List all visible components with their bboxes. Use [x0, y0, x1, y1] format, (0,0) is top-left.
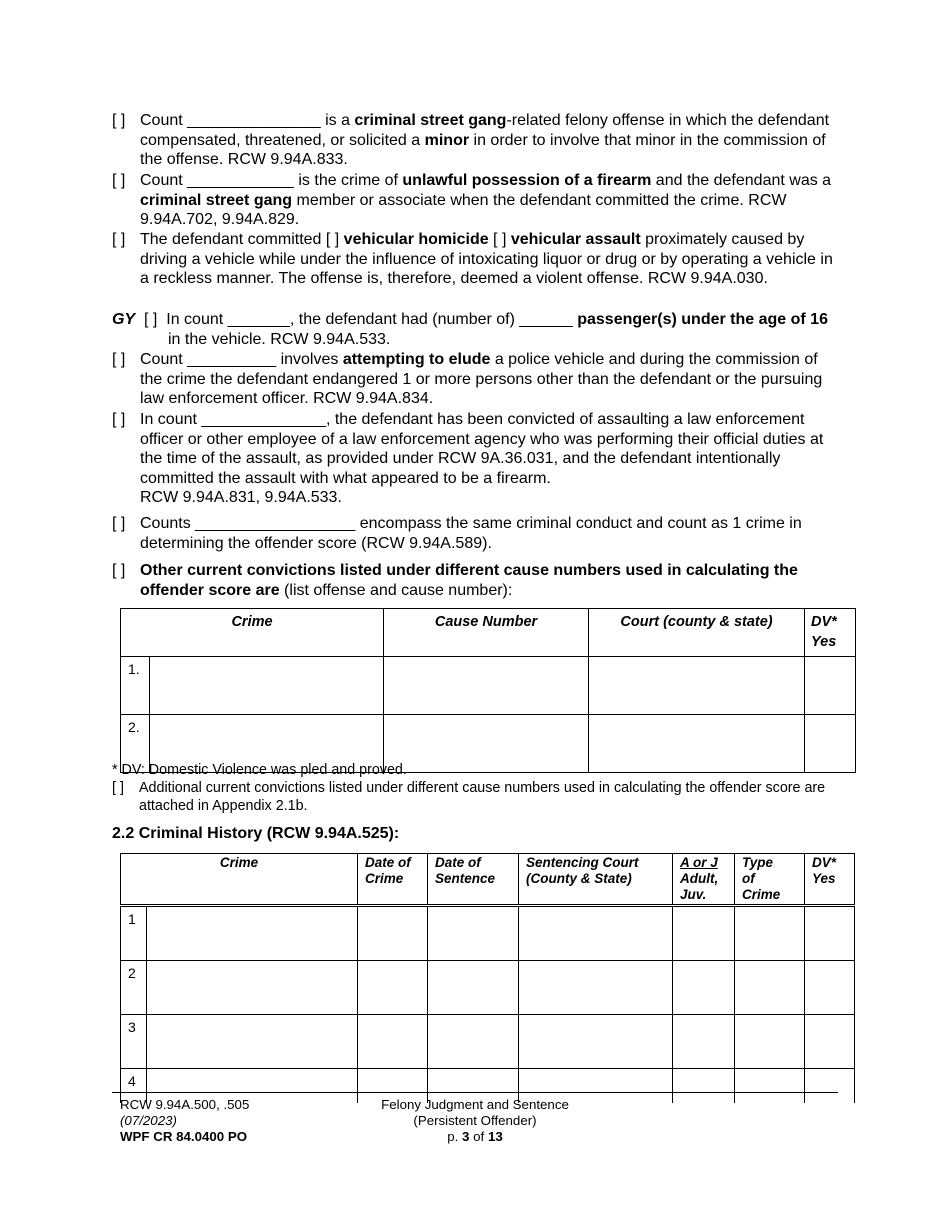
col-header-sentencing-court: Sentencing Court (County & State) [519, 854, 673, 906]
finding-bold: vehicular assault [510, 231, 641, 248]
finding-text: RCW 9.94A.831, 9.94A.533. [140, 489, 342, 507]
adult-juv-cell[interactable] [673, 906, 735, 961]
table-header-row [121, 609, 856, 657]
finding-bold: minor [424, 131, 470, 149]
finding-text: Count ____________ is the crime of [140, 172, 403, 189]
gy-label: GY [112, 311, 136, 328]
checkbox[interactable]: [ ] [112, 112, 126, 129]
finding-text: in order to involve that minor in the commission of the offense. RCW 9.94A.833. [140, 131, 826, 169]
finding-assault-officer [112, 410, 842, 508]
finding-text: member or associate when the defendant committed the crime. RCW 9.94A.702, 9.94A.829. [140, 191, 787, 229]
footer-subtitle: (Persistent Offender) [413, 1113, 537, 1128]
footer-divider [112, 1092, 838, 1093]
adult-juv-cell[interactable] [673, 961, 735, 1015]
col-header-date-of-crime: Date of Crime [358, 854, 428, 906]
type-of-crime-cell[interactable] [735, 906, 805, 961]
sentencing-court-cell[interactable] [519, 961, 673, 1015]
col-header-adult-juv: A or J Adult, Juv. [673, 854, 735, 906]
row-number: 1. [121, 657, 150, 715]
finding-text: In count _______, the defendant had (number of) ______ [166, 311, 578, 328]
col-header-dv: DV* Yes [805, 609, 856, 657]
col-header-crime: Crime [121, 854, 358, 906]
col-header-date-of-sentence: Date of Sentence [428, 854, 519, 906]
table-header-row [121, 854, 855, 906]
footer-rcw: RCW 9.94A.500, .505 [120, 1097, 250, 1112]
col-header-crime: Crime [121, 609, 384, 657]
finding-bold: Other current convictions listed under different cause numbers used in calculating the offender score are [140, 562, 798, 599]
date-of-sentence-cell[interactable] [428, 1015, 519, 1069]
adult-juv-cell[interactable] [673, 1015, 735, 1069]
finding-bold: criminal street gang [354, 112, 507, 129]
col-header-cause-number: Cause Number [384, 609, 589, 657]
date-of-crime-cell[interactable] [358, 1015, 428, 1069]
col-header-court: Court (county & state) [589, 609, 805, 657]
cause-number-cell[interactable] [384, 715, 589, 773]
crime-cell[interactable] [150, 657, 384, 715]
row-number: 3 [121, 1015, 147, 1069]
table-row [121, 906, 855, 961]
footer-center [350, 1097, 600, 1145]
sentencing-court-cell[interactable] [519, 1015, 673, 1069]
cause-number-cell[interactable] [384, 657, 589, 715]
dv-cell[interactable] [805, 1069, 855, 1104]
date-of-crime-cell[interactable] [358, 906, 428, 961]
court-cell[interactable] [589, 715, 805, 773]
row-number: 2 [121, 961, 147, 1015]
finding-text: -related felony offense in which the defendant compensated, threatened, or solicited a [140, 112, 830, 149]
footer-left [120, 1097, 249, 1145]
court-cell[interactable] [589, 657, 805, 715]
section-heading: 2.2 Criminal History (RCW 9.94A.525): [112, 825, 400, 842]
finding-other-convictions [112, 561, 842, 600]
dv-cell[interactable] [805, 657, 856, 715]
crime-cell[interactable] [147, 906, 358, 961]
date-of-sentence-cell[interactable] [428, 906, 519, 961]
dv-note: * DV: Domestic Violence was pled and proved. [112, 762, 407, 778]
finding-bold: passenger(s) under the age of 16 [577, 311, 828, 328]
row-number: 1 [121, 906, 147, 961]
footer-title: Felony Judgment and Sentence [381, 1097, 569, 1112]
checkbox[interactable]: [ ] [144, 311, 158, 328]
crime-cell[interactable] [147, 961, 358, 1015]
checkbox[interactable]: [ ] [112, 172, 126, 189]
table-row [121, 961, 855, 1015]
finding-text: and the defendant was a [651, 172, 832, 189]
dv-cell[interactable] [805, 961, 855, 1015]
finding-text: Count _______________ is a [140, 112, 355, 129]
col-header-type-of-crime: Type of Crime [735, 854, 805, 906]
adult-juv-cell[interactable] [673, 1069, 735, 1104]
checkbox[interactable]: [ ] [112, 411, 126, 428]
footer-form-id: WPF CR 84.0400 PO [120, 1129, 248, 1144]
finding-vehicular [112, 230, 842, 289]
finding-text: The defendant committed [ ] [140, 231, 344, 248]
table-row [121, 657, 856, 715]
appendix-note [112, 780, 842, 815]
type-of-crime-cell[interactable] [735, 961, 805, 1015]
finding-bold: attempting to elude [342, 351, 491, 368]
finding-bold: unlawful possession of a firearm [402, 172, 652, 189]
checkbox[interactable]: [ ] [112, 351, 126, 368]
footer-date: (07/2023) [120, 1113, 177, 1128]
page-number: p. 3 of 13 [447, 1129, 503, 1144]
finding-passengers [112, 310, 842, 349]
criminal-history-table [120, 853, 855, 1103]
finding-text: Count __________ involves [140, 351, 343, 368]
dv-cell[interactable] [805, 715, 856, 773]
finding-bold: criminal street gang [140, 191, 293, 209]
checkbox[interactable]: [ ] [112, 231, 126, 248]
crime-cell[interactable] [147, 1015, 358, 1069]
col-header-dv: DV* Yes [805, 854, 855, 906]
finding-text: In count ______________, the defendant has been convicted of assaulting a law enforcement officer or other employee of a law enforcement agency who was performing their official duties at the time of the assault, as provided under RCW 9A.36.031, and the defendant intentionally committed the assault with what appeared to be a firearm. [140, 411, 824, 487]
finding-bold: vehicular homicide [343, 231, 489, 248]
date-of-crime-cell[interactable] [358, 961, 428, 1015]
dv-cell[interactable] [805, 906, 855, 961]
type-of-crime-cell[interactable] [735, 1069, 805, 1104]
finding-gang-minor [112, 111, 842, 170]
finding-firearm [112, 171, 842, 230]
finding-text: (list offense and cause number): [279, 581, 513, 599]
checkbox[interactable]: [ ] [112, 515, 126, 532]
row-number: 4 [121, 1069, 147, 1104]
finding-text: a police vehicle and during the commission of the crime the defendant endangered 1 or more persons other than the defendant or the pursuing law enforcement officer. RCW 9.94A.834. [140, 351, 823, 408]
sentencing-court-cell[interactable] [519, 906, 673, 961]
finding-same-conduct [112, 514, 842, 553]
dv-cell[interactable] [805, 1015, 855, 1069]
table-row [121, 1015, 855, 1069]
finding-text: Counts __________________ encompass the same criminal conduct and count as 1 crime in determining the offender score (RCW 9.94A.589). [140, 515, 802, 552]
finding-text: [ ] [488, 231, 511, 248]
checkbox[interactable]: [ ] [112, 562, 126, 579]
checkbox[interactable]: [ ] [112, 780, 124, 796]
appendix-note-text: Additional current convictions listed under different cause numbers used in calculating the offender score are attached in Appendix 2.1b. [139, 780, 826, 814]
type-of-crime-cell[interactable] [735, 1015, 805, 1069]
finding-text: in the vehicle. RCW 9.94A.533. [168, 330, 391, 348]
other-convictions-table [120, 608, 856, 773]
date-of-sentence-cell[interactable] [428, 961, 519, 1015]
finding-elude [112, 350, 842, 409]
finding-text: proximately caused by driving a vehicle while under the influence of intoxicating liquor or drug or by operating a vehicle in a reckless manner. The offense is, therefore, deemed a violent offense. RCW 9.94A.030. [140, 231, 833, 288]
row-number: 2. [121, 715, 150, 773]
